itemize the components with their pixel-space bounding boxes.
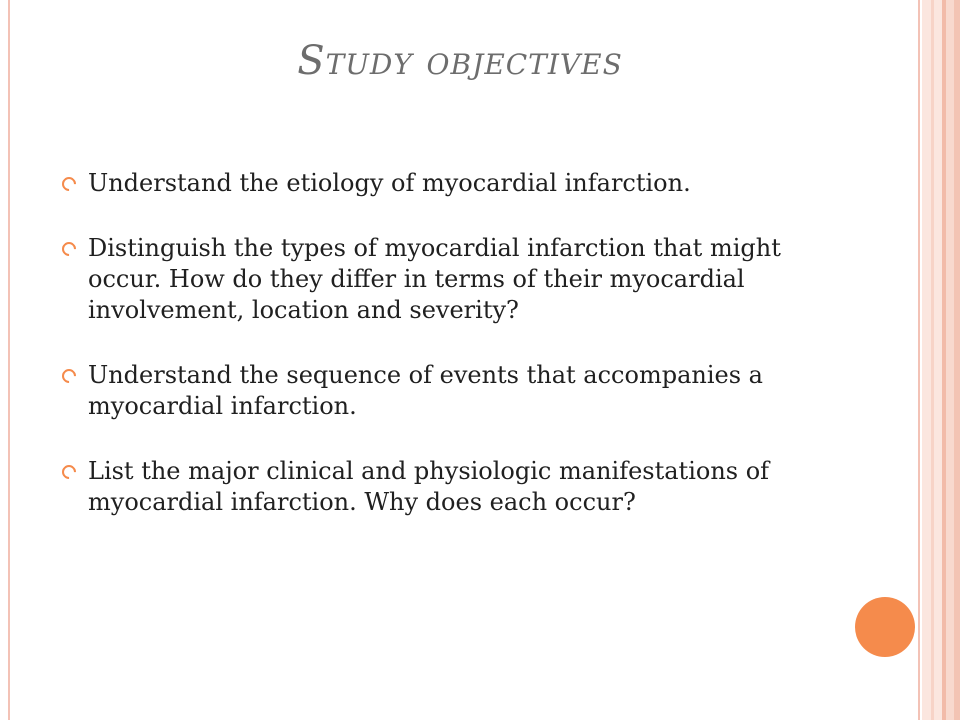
right-inner-border [918, 0, 920, 720]
accent-circle-icon [855, 597, 915, 657]
bullet-icon [59, 174, 79, 194]
bullet-text: Understand the sequence of events that accompanies a myocardial infarction. [88, 361, 763, 420]
slide-title: Study objectives [297, 38, 623, 84]
bullet-icon [59, 366, 79, 386]
bullet-text: Understand the etiology of myocardial infarction. [88, 169, 691, 197]
bullet-text: Distinguish the types of myocardial infarction that might occur. How do they differ in terms of their myocardial involvement, location and severity? [88, 234, 781, 324]
bullet-icon [59, 462, 79, 482]
objectives-list [60, 168, 840, 552]
list-item [60, 360, 840, 422]
bullet-text: List the major clinical and physiologic manifestations of myocardial infarction. Why does each occur? [88, 457, 770, 516]
list-item [60, 233, 840, 326]
left-border [8, 0, 10, 720]
list-item [60, 168, 840, 199]
right-decorative-frame [922, 0, 960, 720]
list-item [60, 456, 840, 518]
bullet-icon [59, 239, 79, 259]
